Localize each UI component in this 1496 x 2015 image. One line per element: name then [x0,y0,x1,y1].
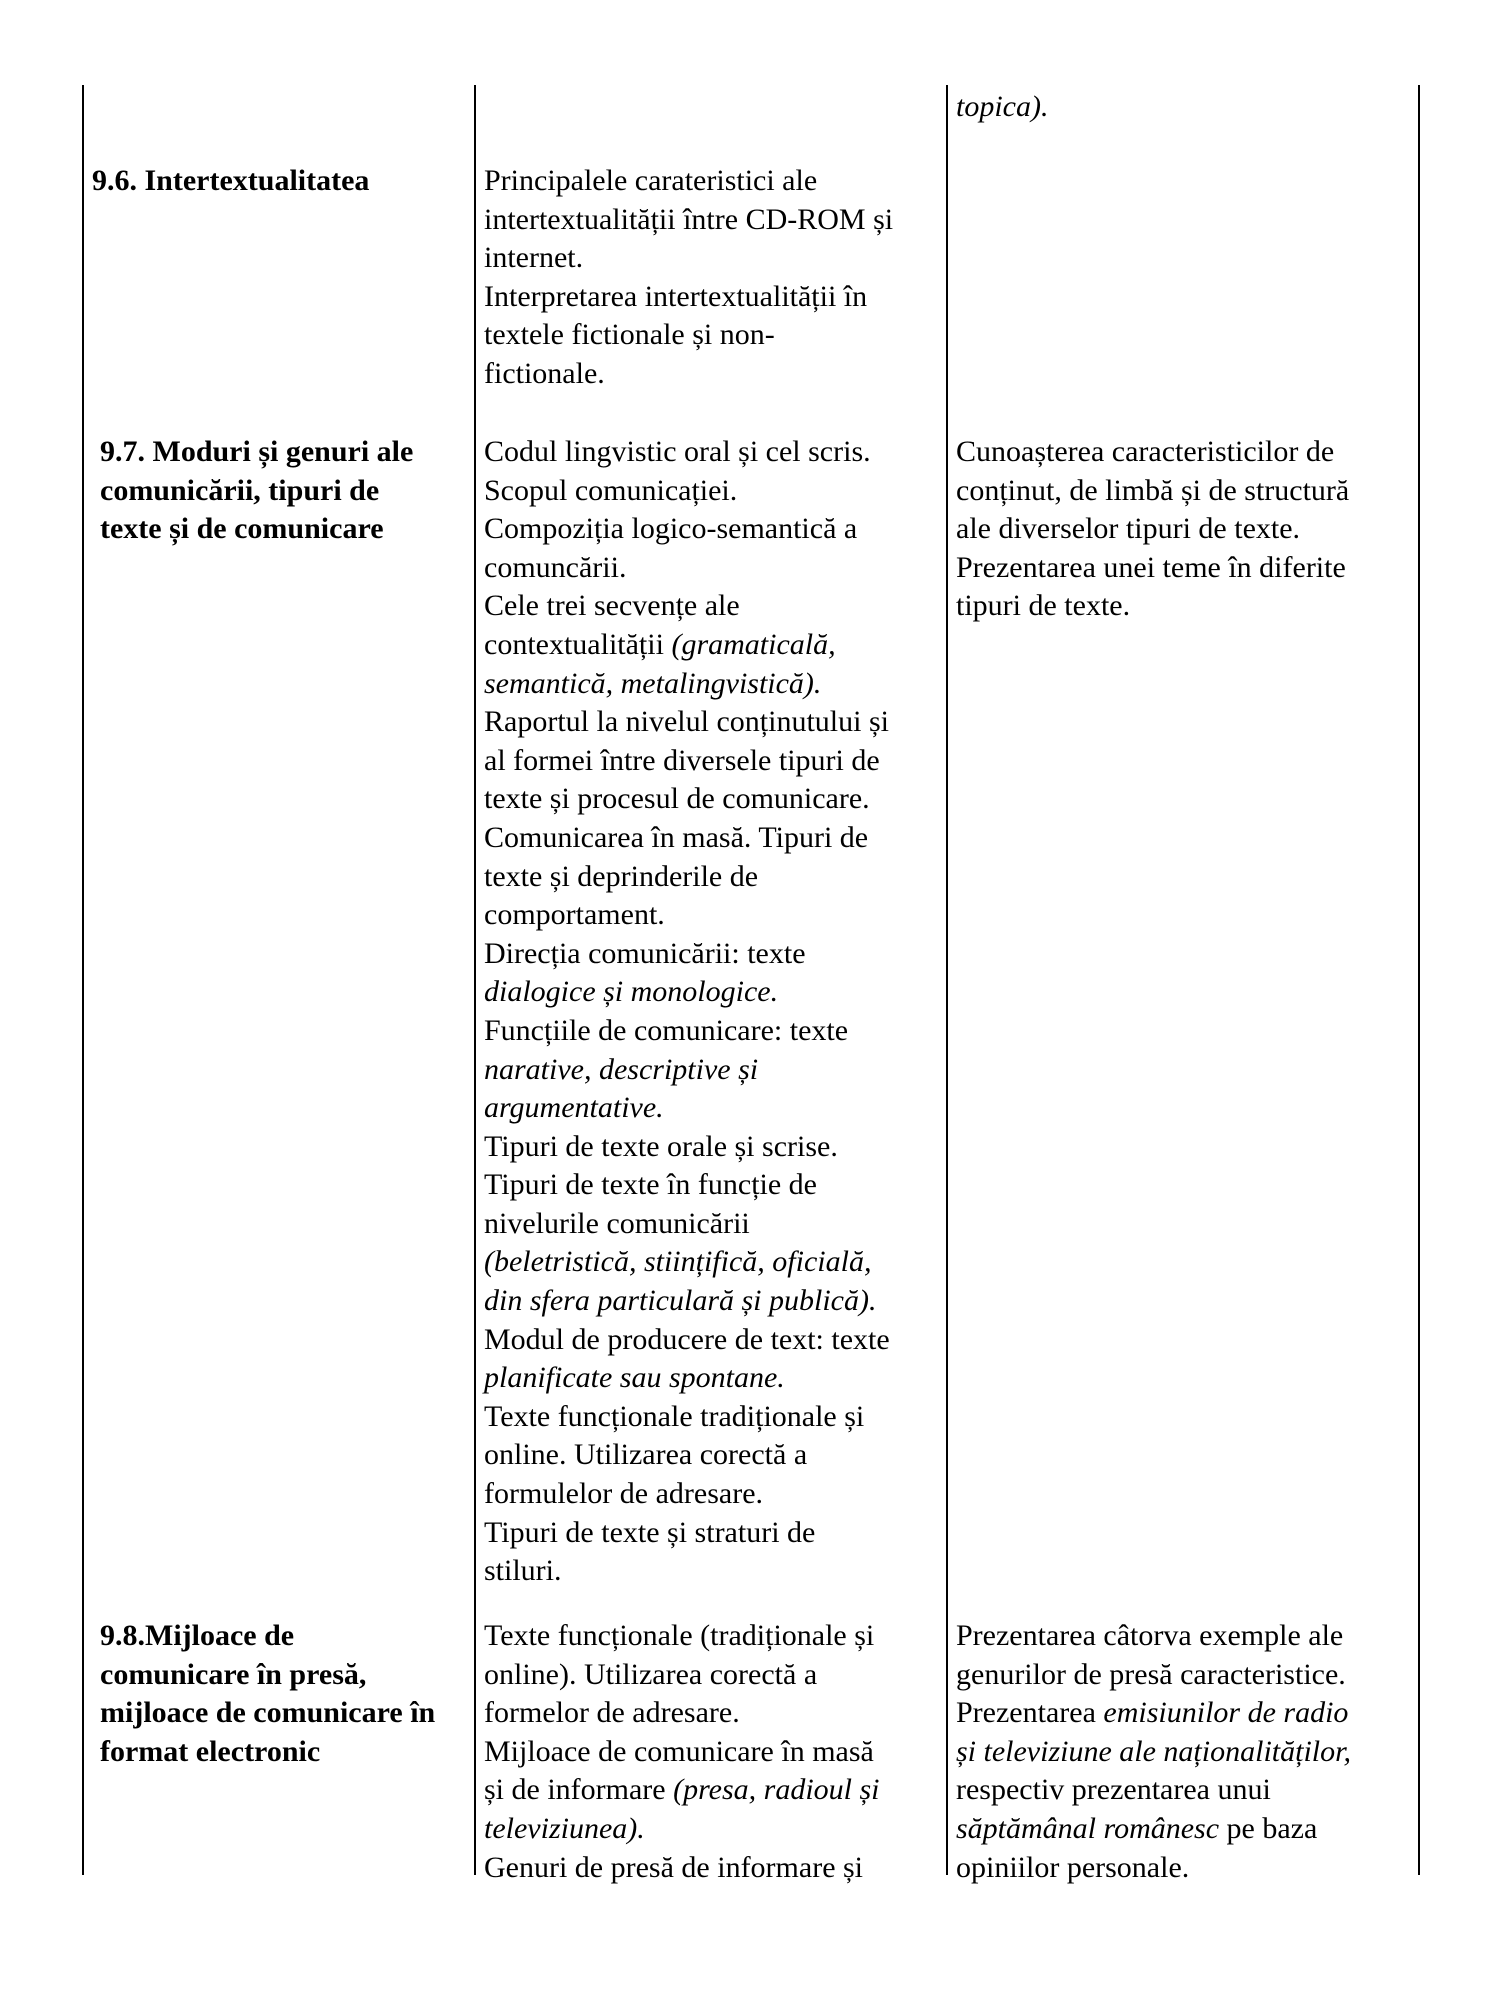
text-segment: contextualității [484,627,672,661]
content-line [484,665,944,704]
column-divider-1 [474,85,476,1875]
text-segment: pe baza [1219,1811,1318,1845]
italic-text: (presa, radioul și [673,1773,880,1807]
content-line [484,1771,944,1810]
text-segment: Compoziția logico-semantică a [484,512,858,546]
text-segment: respectiv prezentarea unui [956,1773,1271,1807]
text-segment: texte și de comunicare [100,512,384,546]
topic-line [100,1733,470,1772]
topic-line [100,1694,470,1733]
text-segment: tipuri de texte. [956,589,1131,623]
text-segment: Direcția comunicării: texte [484,936,806,970]
text-segment: al formei între diversele tipuri de [484,743,880,777]
text-segment: ale diverselor tipuri de texte. [956,512,1301,546]
text-segment: comportament. [484,898,665,932]
text-segment: comunicare în presă, [100,1657,367,1691]
content-line [484,973,944,1012]
italic-text: (beletristică, stiințifică, oficială, [484,1245,872,1279]
content-line [484,1205,944,1244]
text-segment: intertextualității între CD-ROM și [484,202,894,236]
requirements-cell [956,88,1416,127]
topic-cell [92,162,462,201]
content-line [484,1552,944,1591]
text-segment: textele fictionale și non- [484,318,775,352]
requirements-line [956,1810,1416,1849]
content-line [484,1012,944,1051]
italic-text: argumentative. [484,1091,664,1125]
text-segment: texte și deprinderile de [484,859,759,893]
text-segment: Tipuri de texte și straturi de [484,1515,816,1549]
content-line [484,162,944,201]
requirements-line [956,1656,1416,1695]
requirements-cell [956,1617,1416,1887]
content-line [484,1849,944,1888]
content-cell [484,162,944,394]
content-line [484,1436,944,1475]
text-segment: Prezentarea unei teme în diferite [956,550,1346,584]
topic-cell [100,433,470,549]
content-line [484,472,944,511]
text-segment: genurilor de presă caracteristice. [956,1657,1346,1691]
requirements-line [956,1849,1416,1888]
text-segment: Funcțiile de comunicare: texte [484,1013,849,1047]
content-line [484,819,944,858]
content-line [484,549,944,588]
content-line [484,1359,944,1398]
text-segment: Cele trei secvențe ale [484,589,740,623]
text-segment: conținut, de limbă și de structură [956,473,1350,507]
topic-line [100,433,470,472]
text-segment: formelor de adresare. [484,1696,740,1730]
text-segment: stiluri. [484,1554,562,1588]
text-segment: online). Utilizarea corectă a [484,1657,818,1691]
text-segment: texte și procesul de comunicare. [484,782,870,816]
text-segment: 9.8.Mijloace de [100,1619,295,1652]
text-segment: internet. [484,241,584,275]
content-line [484,278,944,317]
content-line [484,510,944,549]
text-segment: nivelurile comunicării [484,1206,750,1240]
text-segment: Scopul comunicației. [484,473,738,507]
text-segment: și de informare [484,1773,674,1807]
content-line [484,587,944,626]
column-divider-2 [946,85,948,1875]
content-line [484,1656,944,1695]
italic-text: semantică, metalingvistică). [484,666,822,700]
content-line [484,355,944,394]
text-segment: opiniilor personale. [956,1850,1190,1884]
requirements-line [956,472,1416,511]
text-segment: Tipuri de texte orale și scrise. [484,1129,838,1163]
content-line [484,1617,944,1656]
content-line [484,1475,944,1514]
content-line [484,896,944,935]
italic-text: din sfera particulară și publică). [484,1284,877,1318]
text-segment: formulelor de adresare. [484,1477,764,1511]
text-segment: 9.7. Moduri și genuri ale [100,435,414,468]
text-segment: Comunicarea în masă. Tipuri de [484,820,869,854]
content-line [484,239,944,278]
requirements-line [956,1733,1416,1772]
content-line [484,703,944,742]
topic-line [92,162,462,201]
text-segment: Texte funcționale (tradiționale și [484,1619,875,1652]
content-line [484,1282,944,1321]
text-segment: Raportul la nivelul conținutului și [484,705,889,739]
text-segment: Interpretarea intertextualității în [484,279,868,313]
content-line [484,1243,944,1282]
italic-text: dialogice și monologice. [484,975,779,1009]
text-segment: Mijloace de comunicare în masă [484,1734,874,1768]
italic-text: (gramaticală, [671,627,836,661]
requirements-line [956,88,1416,127]
text-segment: format electronic [100,1734,321,1768]
content-line [484,1321,944,1360]
content-cell [484,1617,944,1887]
content-line [484,1051,944,1090]
content-line [484,1089,944,1128]
requirements-line [956,1771,1416,1810]
topic-line [100,1656,470,1695]
italic-text: topica). [956,90,1049,123]
italic-text: emisiunilor de radio [1103,1696,1349,1730]
text-segment: Prezentarea câtorva exemple ale [956,1619,1344,1652]
content-cell [484,433,944,1591]
text-segment: Prezentarea [956,1696,1104,1730]
topic-line [100,472,470,511]
content-line [484,316,944,355]
content-line [484,626,944,665]
text-segment: Modul de producere de text: texte [484,1322,890,1356]
text-segment: comuncării. [484,550,627,584]
content-line [484,780,944,819]
text-segment: Tipuri de texte în funcție de [484,1168,817,1202]
requirements-line [956,510,1416,549]
italic-text: săptămânal românesc [956,1811,1220,1845]
requirements-cell [956,433,1416,626]
content-line [484,1810,944,1849]
requirements-line [956,1694,1416,1733]
content-line [484,1694,944,1733]
text-segment: Principalele carateristici ale [484,164,818,197]
italic-text: și televiziune ale naționalităților, [956,1734,1351,1768]
text-segment: Codul lingvistic oral și cel scris. [484,435,871,468]
content-line [484,1398,944,1437]
requirements-line [956,433,1416,472]
content-line [484,1166,944,1205]
text-segment: 9.6. Intertextualitatea [92,164,370,197]
content-line [484,858,944,897]
text-segment: Texte funcționale tradiționale și [484,1399,865,1433]
topic-line [100,510,470,549]
text-segment: online. Utilizarea corectă a [484,1438,808,1472]
content-line [484,201,944,240]
text-segment: fictionale. [484,356,605,390]
text-segment: mijloace de comunicare în [100,1696,436,1730]
requirements-line [956,587,1416,626]
italic-text: televiziunea). [484,1811,645,1845]
content-line [484,1514,944,1553]
italic-text: planificate sau spontane. [484,1361,785,1395]
content-line [484,433,944,472]
requirements-line [956,549,1416,588]
content-line [484,1128,944,1167]
topic-line [100,1617,470,1656]
content-line [484,742,944,781]
content-line [484,1733,944,1772]
italic-text: narative, descriptive și [484,1052,759,1086]
content-line [484,935,944,974]
table-right-border [1418,85,1420,1875]
requirements-line [956,1617,1416,1656]
text-segment: Genuri de presă de informare și [484,1850,864,1884]
table-left-border [82,85,84,1875]
text-segment: Cunoașterea caracteristicilor de [956,435,1335,468]
topic-cell [100,1617,470,1771]
text-segment: comunicării, tipuri de [100,473,380,507]
